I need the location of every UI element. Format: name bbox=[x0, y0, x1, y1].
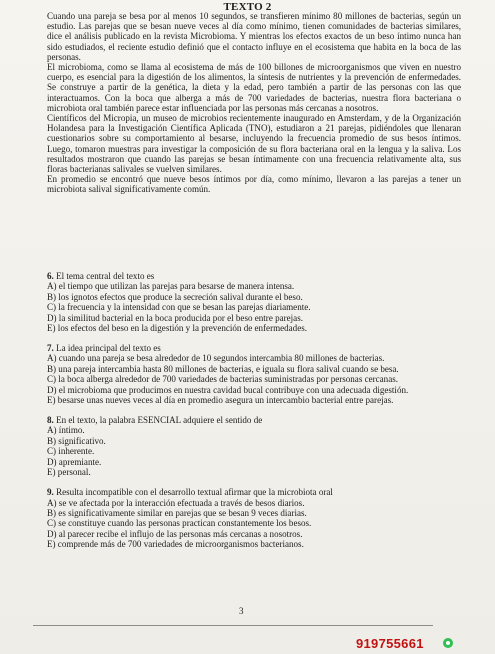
paragraph: Cuando una pareja se besa por al menos 10 segundos, se transfieren mínimo 80 millones de bacterias, según un estudio. Las parejas que se besan nueve veces al día como mínimo, tienen comunidades de bacterias similares, dice el análisis publicado en la revista Microbioma. Y mientras los efectos exactos de un beso íntimo nunca han sido estudiados, el reciente estudio definió que el contacto influye en el ecosistema que habita en la boca de las personas. bbox=[47, 11, 461, 62]
question-9 bbox=[47, 487, 461, 549]
answer-option: A) íntimo. bbox=[47, 425, 85, 436]
answer-option: A) cuando una pareja se besa alrededor de 10 segundos intercambia 80 millones de bacterias. bbox=[47, 353, 385, 364]
whatsapp-icon bbox=[443, 638, 453, 648]
answer-option: D) el microbioma que producimos en nuestra cavidad bucal contribuye con una adecuada digestión. bbox=[47, 384, 409, 395]
footer-divider bbox=[33, 625, 433, 626]
answer-option: B) una pareja intercambia hasta 80 millones de bacterias, e iguala su flora salival cuando se besa. bbox=[47, 363, 399, 374]
answer-option: E) los efectos del beso en la digestión y la prevención de enfermedades. bbox=[47, 323, 308, 334]
question-text: En el texto, la palabra ESENCIAL adquiere el sentido de bbox=[56, 415, 263, 426]
passage bbox=[47, 11, 461, 195]
question-number: 8. bbox=[47, 415, 54, 426]
question-text: La idea principal del texto es bbox=[56, 343, 161, 354]
paragraph: En promedio se encontró que nueve besos íntimos por día, como mínimo, llevaron a las parejas a tener un microbiota salival significativamente común. bbox=[47, 174, 461, 195]
answer-option: D) la similitud bacterial en la boca producida por el beso entre parejas. bbox=[47, 312, 303, 323]
paragraph: El microbioma, como se llama al ecosistema de más de 100 billones de microorganismos que viven en nuestro cuerpo, es esencial para la digestión de los alimentos, la síntesis de nutrientes y la prevención de enfermedades. Se construye a partir de la genética, la dieta y la edad, pero también a partir de las personas con las que interactuamos. Con la boca que alberga a más de 700 variedades de bacterias, nuestra flora bacteriana o microbiota oral también parece estar influenciada por las personas más cercanas a nosotros. bbox=[47, 62, 461, 113]
paragraph: Científicos del Micropia, un museo de microbios recientemente inaugurado en Amsterdam, y de la Organización Holandesa para la Investigación Científica Aplicada (TNO), estudiaron a 21 parejas, pidiéndoles que llenaran cuestionarios sobre su comportamiento al besarse, incluyendo la frecuencia promedio de sus besos íntimos. Luego, tomaron muestras para investigar la composición de su flora bacteriana oral en la lengua y la saliva. Los resultados mostraron que cuando las parejas se besan íntimamente con una frecuencia relativamente alta, sus floras bacterianas salivales se vuelven similares. bbox=[47, 113, 461, 175]
answer-option: A) el tiempo que utilizan las parejas para besarse de manera intensa. bbox=[47, 281, 295, 292]
answer-option: B) los ignotos efectos que produce la secreción salival durante el beso. bbox=[47, 291, 303, 302]
answer-option: E) comprende más de 700 variedades de microorganismos bacterianos. bbox=[47, 539, 304, 550]
question-stem bbox=[47, 271, 461, 281]
question-text: El tema central del texto es bbox=[56, 271, 155, 281]
question-stem bbox=[47, 415, 461, 425]
answer-option: E) personal. bbox=[47, 467, 91, 478]
answer-option: C) la frecuencia y la intensidad con que se besan las parejas diariamente. bbox=[47, 302, 311, 313]
contact-phone: 919755661 bbox=[356, 636, 424, 651]
document-title: TEXTO 2 bbox=[223, 1, 272, 13]
question-number: 9. bbox=[47, 487, 54, 498]
answer-option: E) besarse unas nueves veces al día en promedio asegura un intercambio bacterial entre parejas. bbox=[47, 395, 394, 406]
answer-option: C) inherente. bbox=[47, 446, 95, 457]
question-text: Resulta incompatible con el desarrollo textual afirmar que la microbiota oral bbox=[56, 487, 333, 498]
page-number: 3 bbox=[239, 606, 244, 616]
answer-option: B) es significativamente similar en parejas que se besan 9 veces diarias. bbox=[47, 507, 307, 518]
questions-section bbox=[47, 271, 461, 559]
question-6 bbox=[47, 271, 461, 333]
question-7 bbox=[47, 343, 461, 405]
question-number: 6. bbox=[47, 271, 54, 281]
question-stem bbox=[47, 343, 461, 353]
answer-option: B) significativo. bbox=[47, 435, 106, 446]
question-8 bbox=[47, 415, 461, 477]
question-number: 7. bbox=[47, 343, 54, 354]
question-stem bbox=[47, 487, 461, 497]
answer-option: D) al parecer recibe el influjo de las personas más cercanas a nosotros. bbox=[47, 528, 303, 539]
answer-option: A) se ve afectada por la interacción efectuada a través de besos diarios. bbox=[47, 497, 305, 508]
answer-option: D) apremiante. bbox=[47, 456, 102, 467]
answer-option: C) se constituye cuando las personas practican constantemente los besos. bbox=[47, 518, 312, 529]
answer-option: C) la boca alberga alrededor de 700 variedades de bacterias suministradas por personas cercanas. bbox=[47, 374, 399, 385]
